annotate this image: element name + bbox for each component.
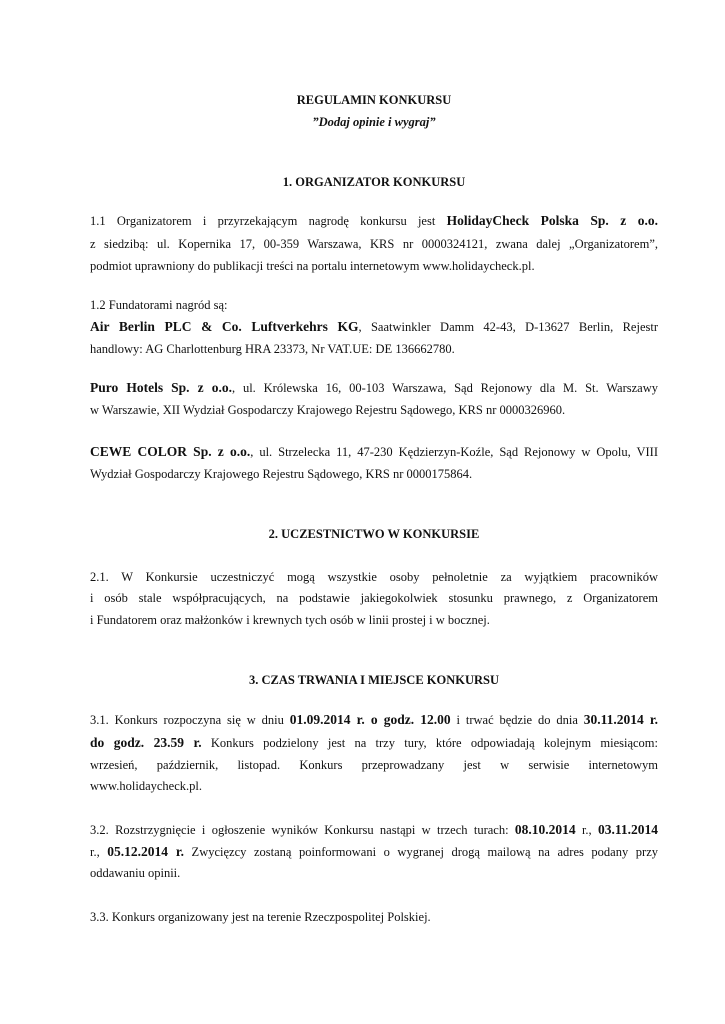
text-run: , ul. Królewska 16, 00-103 Warszawa, Sąd Rejonowy dla M. St. Warszawy	[231, 381, 658, 395]
text-run: r.,	[575, 823, 598, 837]
text-run: Konkurs podzielony jest na trzy tury, które odpowiadają kolejnym miesiącom:	[201, 736, 659, 750]
paragraph-3-3-line-1: 3.3. Konkurs organizowany jest na terenie Rzeczpospolitej Polskiej.	[90, 910, 431, 924]
founder-1-line-2: handlowy: AG Charlottenburg HRA 23373, Nr VAT.UE: DE 136662780.	[90, 342, 455, 356]
section-heading-3: 3. CZAS TRWANIA I MIEJSCE KONKURSU	[248, 673, 500, 687]
founder-2-line-2: w Warszawie, XII Wydział Gospodarczy Krajowego Rejestru Sądowego, KRS nr 0000326960.	[90, 403, 566, 417]
organizer-name: HolidayCheck Polska Sp. z o.o.	[446, 213, 658, 228]
founder-3-line-1	[90, 444, 658, 460]
result-date-3: 05.12.2014 r.	[107, 844, 184, 859]
paragraph-3-2-line-2	[90, 844, 658, 860]
paragraph-2-1-line-2: i osób stale współpracujących, na podstawie jakiegokolwiek stosunku prawnego, z Organizatorem	[90, 591, 658, 605]
founder-1-line-1	[90, 319, 658, 335]
text-run: , Saatwinkler Damm 42-43, D-13627 Berlin, Rejestr	[358, 320, 658, 334]
text-run: 3.1. Konkurs rozpoczyna się w dniu	[90, 713, 290, 727]
paragraph-1-1-line-1	[90, 213, 658, 229]
text-run: i trwać będzie do dnia	[450, 713, 584, 727]
founder-2-name: Puro Hotels Sp. z o.o.	[90, 380, 232, 395]
section-heading-2: 2. UCZESTNICTWO W KONKURSIE	[268, 527, 480, 541]
start-date: 01.09.2014 r. o godz. 12.00	[289, 712, 451, 727]
end-date: 30.11.2014 r.	[583, 712, 658, 727]
paragraph-3-2-line-3: oddawaniu opinii.	[90, 866, 181, 880]
text-run: , ul. Strzelecka 11, 47-230 Kędzierzyn-Koźle, Sąd Rejonowy w Opolu, VIII	[250, 445, 658, 459]
document-page	[90, 0, 658, 1024]
paragraph-2-1-line-3: i Fundatorem oraz małżonków i krewnych tych osób w linii prostej i w bocznej.	[90, 613, 490, 627]
paragraph-3-1-line-4: www.holidaycheck.pl.	[90, 779, 203, 793]
paragraph-1-1-line-3: podmiot uprawniony do publikacji treści na portalu internetowym www.holidaycheck.pl.	[90, 259, 535, 273]
document-title: REGULAMIN KONKURSU	[296, 93, 452, 107]
paragraph-3-1-line-1	[90, 712, 658, 728]
paragraph-3-1-line-2	[90, 735, 658, 751]
document-subtitle: ”Dodaj opinie i wygraj”	[312, 115, 436, 129]
text-run: r.,	[90, 845, 108, 859]
founder-1-name: Air Berlin PLC & Co. Luftverkehrs KG	[90, 319, 359, 334]
result-date-1: 08.10.2014	[514, 822, 576, 837]
paragraph-3-1-line-3: wrzesień, październik, listopad. Konkurs przeprowadzany jest w serwisie internetowym	[90, 758, 658, 772]
paragraph-1-1-line-2: z siedzibą: ul. Kopernika 17, 00-359 Warszawa, KRS nr 0000324121, zwana dalej „Organizatorem”,	[90, 237, 658, 251]
founder-3-name: CEWE COLOR Sp. z o.o.	[90, 444, 251, 459]
text-run: 3.2. Rozstrzygnięcie i ogłoszenie wyników Konkursu nastąpi w trzech turach:	[90, 823, 515, 837]
paragraph-1-2-intro: 1.2 Fundatorami nagród są:	[90, 298, 228, 312]
text-run: Zwycięzcy zostaną poinformowani o wygranej drogą mailową na adres podany przy	[184, 845, 658, 859]
text-run: 1.1 Organizatorem i przyrzekającym nagrodę konkursu jest	[90, 214, 447, 228]
section-heading-1: 1. ORGANIZATOR KONKURSU	[282, 175, 466, 189]
end-time: do godz. 23.59 r.	[90, 735, 202, 750]
founder-2-line-1	[90, 380, 658, 396]
paragraph-2-1-line-1: 2.1. W Konkursie uczestniczyć mogą wszystkie osoby pełnoletnie za wyjątkiem pracowników	[90, 570, 658, 584]
paragraph-3-2-line-1	[90, 822, 658, 838]
founder-3-line-2: Wydział Gospodarczy Krajowego Rejestru Sądowego, KRS nr 0000175864.	[90, 467, 473, 481]
result-date-2: 03.11.2014	[597, 822, 658, 837]
